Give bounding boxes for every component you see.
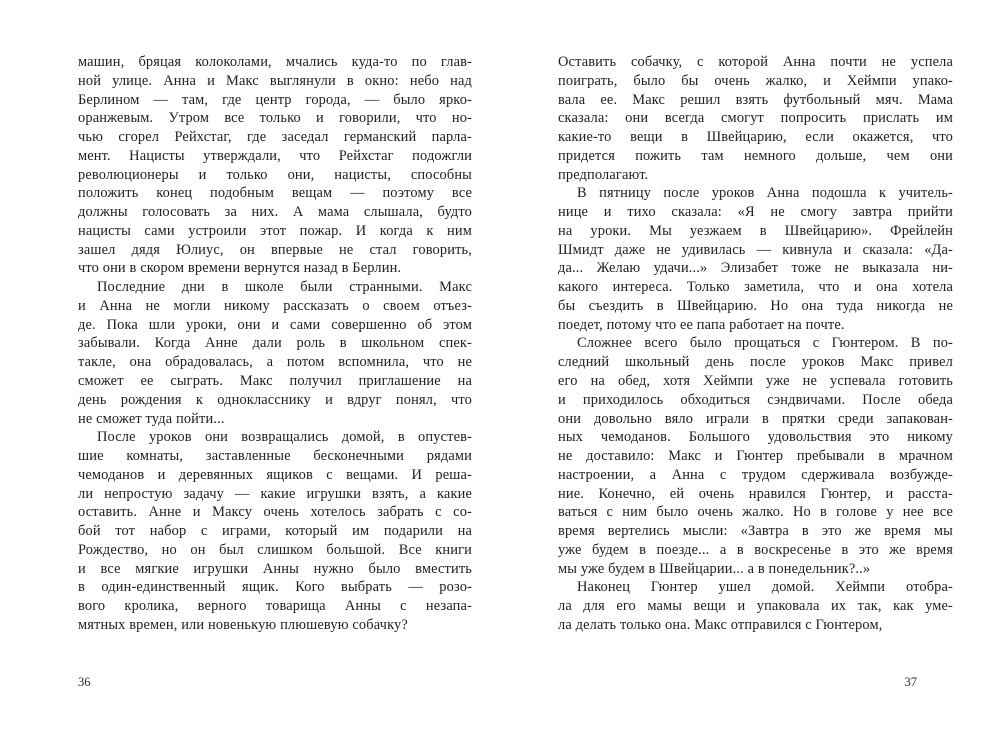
text-line: шие комнаты, заставленные бесконечными рядами [78,448,472,465]
text-line: ла для его мамы вещи и упаковала их так, как уме- [558,598,953,615]
page-right-text [558,53,953,635]
text-line: в один-единственный ящик. Кого выбрать — розо- [78,579,472,596]
text-line: оставить. Анне и Максу очень хотелось забрать с со- [78,504,472,521]
text-line: положить конец подобным вещам — поэтому все [78,185,472,202]
text-line: уже будем в поезде... а в воскресенье в это же время [558,541,953,558]
text-line: машин, бряцая колоколами, мчались куда-то по глав- [78,54,472,70]
text-line: оранжевым. Утром все только и говорили, что но- [78,110,472,127]
page-number-right: 37 [904,675,917,689]
text-line: революционеры и только они, нацисты, способны [78,166,472,183]
text-line: настроении, а Анна с трудом сдерживала возбужде- [558,466,953,483]
text-line: Последние дни в школе были странными. Макс [97,279,472,296]
text-line: какие-то вещи в Швейцарию, если окажется, что [558,129,953,146]
text-line: такле, она обрадовалась, а потом вспомнила, что не [78,354,472,371]
text-line: бой тот набор с играми, который им подарили на [78,523,472,540]
text-line: мятных времен, или новенькую плюшевую собачку? [78,616,408,633]
page-number-left: 36 [78,675,91,689]
text-line: поедет, потому что ее папа работает на почте. [558,316,845,333]
text-line: предполагают. [558,166,649,183]
text-line: ваться с ним было очень жалко. Но в голове у нее все [558,504,953,521]
text-line: чемоданов и деревянных ящиков с вещами. И реша- [78,466,472,483]
text-line: день рождения к однокласснику и вдруг понял, что [78,391,472,408]
text-line: на уроки. Мы уезжаем в Швейцарию». Фрейлейн [558,222,953,239]
text-line: они довольно вяло играли в прятки среди запакован- [558,410,953,427]
text-line: какого интереса. Только заметила, что и она хотела [558,279,953,296]
text-line: и все мягкие игрушки Анны нужно было вместить [78,560,472,577]
text-line: ных чемоданов. Большого удовольствия это никому [558,429,953,446]
text-line: время вертелись мысли: «Завтра в это же время мы [558,523,953,540]
text-line: Шмидт даже не удивилась — кивнула и сказала: «Да- [558,241,953,258]
text-line: чью сгорел Рейхстаг, где заседал германский парла- [78,129,472,146]
text-line: его на обед, хотя Хеймпи уже не успевала готовить [558,373,953,390]
text-line: вала ее. Макс решил взять футбольный мяч. Мама [558,91,953,108]
text-line: Оставить собачку, с которой Анна почти не успела [558,54,953,70]
text-line: забывали. Когда Анне дали роль в школьном спек- [78,335,472,352]
text-line: поиграть, было бы очень жалко, и Хеймпи упако- [558,72,953,89]
text-line: придется пожить там немного дольше, чем они [558,147,953,164]
text-line: сможет ее сыграть. Макс получил приглашение на [78,373,472,390]
text-line: мент. Нацисты утверждали, что Рейхстаг подожгли [78,147,472,164]
text-line: что они в скором времени вернутся назад в Берлин. [78,260,402,277]
text-line: Наконец Гюнтер ушел домой. Хеймпи отобра- [577,579,953,596]
text-line: мы уже будем в Швейцарии... а в понедельник?..» [558,560,871,577]
text-line: ла делать только она. Макс отправился с Гюнтером, [558,616,883,633]
text-line: нице и тихо сказала: «Я не смогу завтра прийти [558,204,953,221]
text-line: должны голосовать за них. А мама слышала, будто [78,204,472,221]
text-line: Сложнее всего было прощаться с Гюнтером. В по- [577,335,953,352]
text-line: ной улице. Анна и Макс выглянули в окно: небо над [78,72,472,89]
text-line: ние. Конечно, ей очень нравился Гюнтер, и расста- [558,485,953,502]
text-line: ли непростую задачу — какие игрушки взять, а какие [78,485,472,502]
text-line: нацисты сами устроили этот пожар. И когда к ним [78,222,472,239]
text-line: да... Желаю удачи...» Элизабет тоже не выказала ни- [558,260,953,277]
text-line: бы съездить в Швейцарию. Но она туда никогда не [558,297,953,314]
text-line: де. Пока шли уроки, они и сами совершенно об этом [78,316,472,333]
text-line: После уроков они возвращались домой, в опустев- [97,429,472,446]
text-line: и приходилось обходиться сэндвичами. После обеда [558,391,953,408]
text-line: В пятницу после уроков Анна подошла к учитель- [577,185,953,202]
text-line: зашел дядя Юлиус, он впервые не стал говорить, [78,241,472,258]
text-line: Рождество, но он был слишком большой. Все книги [78,541,472,558]
text-line: вого кролика, верного товарища Анны с незапа- [78,598,472,615]
page-left-text [78,53,472,635]
text-line: сказала: они всегда смогут попросить прислать им [558,110,953,127]
text-line: следний школьный день после уроков Макс привел [558,354,953,371]
text-line: Берлином — там, где центр города, — было ярко- [78,91,472,108]
text-line: не доставило: Макс и Гюнтер пребывали в мрачном [558,448,953,465]
text-line: и Анна не могли никому рассказать о своем отъез- [78,297,472,314]
text-line: не сможет туда пойти... [78,410,225,427]
